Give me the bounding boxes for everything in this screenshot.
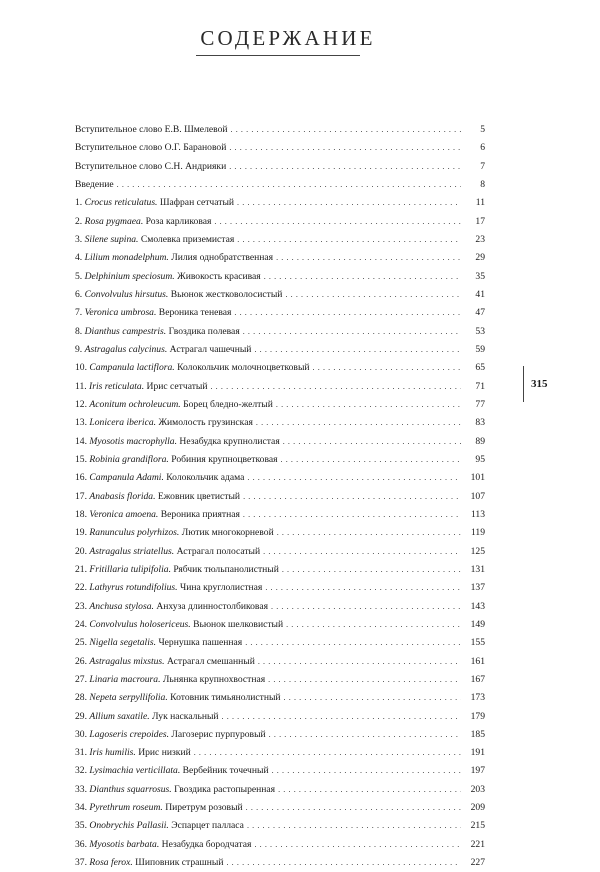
toc-entry-page: 53 — [475, 325, 485, 337]
toc-entry-page: 95 — [475, 453, 485, 465]
toc-entry-latin-name: Rosa pygmaea. — [84, 215, 144, 227]
toc-entry-title — [75, 506, 240, 524]
toc-entry — [75, 671, 485, 689]
toc-entry — [75, 689, 485, 707]
toc-entry-russian-name: Введение — [75, 178, 114, 190]
toc-entry-latin-name: Fritillaria tulipifolia. — [89, 563, 171, 575]
dot-leader — [237, 231, 461, 249]
toc-entry-latin-name: Myosotis barbata. — [89, 838, 160, 850]
toc-entry — [75, 451, 485, 469]
toc-entry-russian-name: Борец бледно-желтый — [183, 398, 273, 410]
toc-entry-number: 20. — [75, 545, 87, 557]
toc-entry — [75, 488, 485, 506]
toc-entry-page: 197 — [470, 765, 485, 777]
toc-entry-russian-name: Жимолость грузинская — [158, 417, 253, 429]
toc-entry-title — [75, 561, 279, 579]
title-underline — [196, 55, 360, 56]
toc-entry — [75, 433, 485, 451]
toc-entry-title — [75, 469, 244, 487]
toc-entry-number: 27. — [75, 673, 87, 685]
toc-entry-number: 32. — [75, 765, 87, 777]
toc-entry-russian-name: Лагозерис пурпуровый — [171, 728, 266, 740]
toc-entry-russian-name: Гвоздика полевая — [168, 325, 240, 337]
toc-entry-title — [75, 139, 226, 157]
toc-entry-latin-name: Delphinium speciosum. — [84, 270, 175, 282]
toc-entry — [75, 359, 485, 377]
toc-entry-title — [75, 249, 273, 267]
toc-entry — [75, 323, 485, 341]
toc-entry-latin-name: Lilium monadelphum. — [84, 252, 169, 264]
toc-entry-latin-name: Lathyrus rotundifolius. — [89, 582, 178, 594]
toc-entry-latin-name: Allium saxatile. — [89, 710, 150, 722]
dot-leader — [254, 341, 461, 359]
dot-leader — [271, 598, 461, 616]
toc-entry-title — [75, 781, 275, 799]
toc-entry-russian-name: Вступительное слово О.Г. Барановой — [75, 142, 227, 154]
toc-entry-number: 28. — [75, 692, 87, 704]
toc-entry-number: 1. — [75, 197, 83, 209]
toc-entry-number: 12. — [75, 398, 87, 410]
toc-entry-latin-name: Campanula Adami. — [89, 472, 164, 484]
toc-entry-number: 36. — [75, 838, 87, 850]
toc-entry-russian-name: Лук наскальный — [152, 710, 219, 722]
toc-entry-russian-name: Робиния крупноцветковая — [171, 453, 278, 465]
toc-entry-russian-name: Вербейник точечный — [182, 765, 269, 777]
toc-entry-russian-name: Льнянка крупнохвостная — [162, 673, 266, 685]
toc-entry-title — [75, 524, 274, 542]
dot-leader — [277, 524, 461, 542]
toc-entry-page: 125 — [470, 545, 485, 557]
toc-entry-number: 16. — [75, 472, 87, 484]
toc-entry — [75, 231, 485, 249]
toc-entry-title — [75, 634, 242, 652]
dot-leader — [284, 689, 461, 707]
toc-entry-latin-name: Campanula lactiflora. — [89, 362, 175, 374]
dot-leader — [281, 451, 461, 469]
toc-entry — [75, 139, 485, 157]
toc-entry-page: 23 — [475, 233, 485, 245]
toc-entry — [75, 799, 485, 817]
toc-entry-title — [75, 194, 234, 212]
toc-entry-latin-name: Myosotis macrophylla. — [89, 435, 177, 447]
dot-leader — [237, 194, 461, 212]
toc-entry-title — [75, 762, 269, 780]
toc-entry-russian-name: Колокольчик адама — [166, 472, 245, 484]
dot-leader — [229, 139, 461, 157]
toc-entry-russian-name: Астрагал чашечный — [169, 343, 252, 355]
toc-entry — [75, 616, 485, 634]
toc-entry-number: 17. — [75, 490, 87, 502]
toc-entry-title — [75, 671, 265, 689]
toc-entry-russian-name: Вероника теневая — [158, 307, 232, 319]
toc-entry-title — [75, 231, 234, 249]
dot-leader — [278, 781, 461, 799]
toc-entry-russian-name: Роза карликовая — [145, 215, 212, 227]
toc-entry — [75, 708, 485, 726]
toc-entry-number: 6. — [75, 288, 83, 300]
toc-entry-russian-name: Астрагал смешанный — [166, 655, 255, 667]
toc-entry-page: 155 — [470, 637, 485, 649]
dot-leader — [285, 286, 461, 304]
dot-leader — [313, 359, 461, 377]
toc-entry-title — [75, 799, 243, 817]
toc-entry — [75, 561, 485, 579]
toc-entry-russian-name: Шиповник страшный — [135, 857, 224, 869]
toc-entry — [75, 121, 485, 139]
toc-entry-page: 179 — [470, 710, 485, 722]
toc-entry-latin-name: Lonicera iberica. — [89, 417, 157, 429]
toc-entry-latin-name: Silene supina. — [84, 233, 139, 245]
toc-entry-latin-name: Veronica amoena. — [89, 508, 159, 520]
toc-entry-page: 143 — [470, 600, 485, 612]
toc-entry-page: 191 — [470, 747, 485, 759]
toc-entry-title — [75, 341, 251, 359]
page-number: 315 — [531, 378, 548, 390]
toc-entry-title — [75, 817, 244, 835]
toc-entry-russian-name: Смолевка приземистая — [140, 233, 235, 245]
toc-entry-latin-name: Rosa ferox. — [89, 857, 133, 869]
dot-leader — [117, 176, 461, 194]
dot-leader — [258, 653, 461, 671]
toc-entry-title — [75, 836, 251, 854]
toc-entry-title — [75, 268, 261, 286]
toc-entry — [75, 176, 485, 194]
toc-entry-russian-name: Вероника приятная — [160, 508, 240, 520]
toc-entry-latin-name: Nepeta serpyllifolia. — [89, 692, 168, 704]
dot-leader — [243, 506, 461, 524]
toc-entry-page: 41 — [475, 288, 485, 300]
dot-leader — [247, 817, 461, 835]
toc-entry-page: 185 — [470, 728, 485, 740]
dot-leader — [222, 708, 461, 726]
toc-entry-number: 15. — [75, 453, 87, 465]
toc-entry-number: 37. — [75, 857, 87, 869]
toc-entry-number: 25. — [75, 637, 87, 649]
toc-entry-title — [75, 158, 226, 176]
toc-entry-page: 131 — [470, 563, 485, 575]
toc-entry-latin-name: Astragalus mixstus. — [89, 655, 165, 667]
dot-leader — [247, 469, 461, 487]
toc-entry — [75, 543, 485, 561]
toc-entry-russian-name: Лилия однобратственная — [171, 252, 274, 264]
toc-entry-number: 11. — [75, 380, 87, 392]
toc-entry-russian-name: Котовник тимьянолистный — [170, 692, 281, 704]
toc-entry-number: 9. — [75, 343, 83, 355]
toc-entry-latin-name: Anchusa stylosa. — [89, 600, 154, 612]
toc-entry-page: 6 — [480, 142, 485, 154]
toc-entry-page: 203 — [470, 783, 485, 795]
toc-entry-latin-name: Onobrychis Pallasii. — [89, 820, 169, 832]
toc-entry-latin-name: Nigella segetalis. — [89, 637, 157, 649]
toc-entry-russian-name: Пиретрум розовый — [165, 802, 243, 814]
toc-entry-number: 33. — [75, 783, 87, 795]
toc-entry-page: 113 — [470, 508, 485, 520]
toc-entry — [75, 268, 485, 286]
toc-entry-title — [75, 213, 211, 231]
toc-entry — [75, 744, 485, 762]
toc-entry-title — [75, 359, 310, 377]
toc-entry-russian-name: Астрагал полосатый — [176, 545, 261, 557]
dot-leader — [243, 488, 461, 506]
toc-entry-page: 101 — [470, 472, 485, 484]
toc-entry-russian-name: Вступительное слово Е.В. Шмелевой — [75, 124, 228, 135]
toc-entry-number: 7. — [75, 307, 83, 319]
toc-entry-russian-name: Анхуза длинностолбиковая — [156, 600, 268, 612]
toc-entry-russian-name: Чина круглолистная — [179, 582, 263, 594]
toc-entry-number: 4. — [75, 252, 83, 264]
toc-entry-page: 7 — [480, 160, 485, 172]
toc-entry-page: 215 — [470, 820, 485, 832]
page-title: СОДЕРЖАНИЕ — [200, 26, 376, 50]
toc-entry-russian-name: Колокольчик молочноцветковый — [177, 362, 310, 374]
toc-entry-latin-name: Veronica umbrosa. — [84, 307, 157, 319]
toc-entry-title — [75, 414, 253, 432]
dot-leader — [269, 726, 461, 744]
toc-entry-number: 2. — [75, 215, 83, 227]
toc-entry-page: 29 — [475, 252, 485, 264]
toc-entry — [75, 341, 485, 359]
toc-entry-russian-name: Рябчик тюльпанолистный — [173, 563, 279, 575]
toc-entry — [75, 579, 485, 597]
toc-entry-number: 18. — [75, 508, 87, 520]
toc-entry-title — [75, 286, 282, 304]
toc-entry — [75, 286, 485, 304]
toc-entry — [75, 726, 485, 744]
dot-leader — [276, 396, 461, 414]
toc-entry-number: 21. — [75, 563, 87, 575]
toc-entry-title — [75, 854, 223, 872]
toc-entry-page: 59 — [475, 343, 485, 355]
toc-entry-latin-name: Crocus reticulatus. — [84, 197, 158, 209]
toc-entry-page: 11 — [475, 197, 485, 209]
toc-entry-latin-name: Dianthus campestris. — [84, 325, 167, 337]
toc-entry-title — [75, 323, 240, 341]
toc-entry-number: 30. — [75, 728, 87, 740]
dot-leader — [231, 121, 461, 139]
toc-entry-title — [75, 616, 283, 634]
toc-entry-title — [75, 543, 260, 561]
dot-leader — [264, 268, 461, 286]
toc-entry-title — [75, 726, 266, 744]
toc-entry-number: 34. — [75, 802, 87, 814]
toc-entry-number: 10. — [75, 362, 87, 374]
toc-entry — [75, 213, 485, 231]
toc-entry-page: 209 — [470, 802, 485, 814]
toc-entry — [75, 396, 485, 414]
dot-leader — [286, 616, 461, 634]
toc-entry-number: 22. — [75, 582, 87, 594]
dot-leader — [265, 579, 461, 597]
toc-entry — [75, 817, 485, 835]
toc-entry-page: 161 — [470, 655, 485, 667]
toc-entry-russian-name: Шафран сетчатый — [159, 197, 235, 209]
toc-entry — [75, 414, 485, 432]
toc-entry-page: 71 — [475, 380, 485, 392]
toc-entry-page: 83 — [475, 417, 485, 429]
toc-entry-russian-name: Лютик многокорневой — [181, 527, 274, 539]
page-number-rule — [523, 366, 524, 402]
dot-leader — [245, 634, 461, 652]
toc-entry — [75, 304, 485, 322]
toc-entry-russian-name: Незабудка бородчатая — [161, 838, 252, 850]
toc-entry-title — [75, 579, 262, 597]
toc-entry-title — [75, 176, 114, 194]
toc-entry — [75, 634, 485, 652]
toc-entry-russian-name: Ирис сетчатый — [146, 380, 208, 392]
toc-entry-title — [75, 708, 219, 726]
toc-entry-number: 13. — [75, 417, 87, 429]
toc-entry-latin-name: Iris reticulata. — [89, 380, 145, 392]
dot-leader — [268, 671, 461, 689]
toc-entry-latin-name: Anabasis florida. — [89, 490, 156, 502]
toc-entry-title — [75, 378, 207, 396]
toc-entry-latin-name: Lagoseris crepoides. — [89, 728, 169, 740]
dot-leader — [276, 249, 461, 267]
toc-entry-russian-name: Вьюнок шелковистый — [193, 618, 284, 630]
dot-leader — [256, 414, 461, 432]
dot-leader — [272, 762, 461, 780]
toc-entry-number: 3. — [75, 233, 83, 245]
toc-entry — [75, 249, 485, 267]
toc-entry-number: 26. — [75, 655, 87, 667]
dot-leader — [214, 213, 461, 231]
toc-entry-russian-name: Живокость красивая — [177, 270, 261, 282]
dot-leader — [243, 323, 461, 341]
toc-entry-latin-name: Linaria macroura. — [89, 673, 161, 685]
toc-entry-russian-name: Гвоздика растопыренная — [174, 783, 276, 795]
toc-entry-page: 17 — [475, 215, 485, 227]
toc-entry-page: 137 — [470, 582, 485, 594]
toc-entry-number: 23. — [75, 600, 87, 612]
toc-entry-number: 35. — [75, 820, 87, 832]
dot-leader — [246, 799, 461, 817]
toc-entry-russian-name: Эспарцет палласа — [171, 820, 244, 832]
toc-entry — [75, 836, 485, 854]
toc-entry-latin-name: Lysimachia verticillata. — [89, 765, 181, 777]
toc-entry-page: 77 — [475, 398, 485, 410]
toc-entry-title — [75, 451, 278, 469]
toc-entry-russian-name: Вьюнок жестковолосистый — [170, 288, 283, 300]
dot-leader — [229, 158, 461, 176]
toc-entry-title — [75, 304, 231, 322]
toc-entry — [75, 854, 485, 872]
toc-entry-title — [75, 653, 255, 671]
toc-entry — [75, 194, 485, 212]
toc-entry-latin-name: Ranunculus polyrhizos. — [89, 527, 180, 539]
toc-entry-page: 89 — [475, 435, 485, 447]
toc-entry-number: 24. — [75, 618, 87, 630]
table-of-contents — [75, 121, 485, 872]
toc-entry-latin-name: Astragalus striatellus. — [89, 545, 175, 557]
toc-entry-page: 119 — [470, 527, 485, 539]
toc-entry-title — [75, 598, 268, 616]
toc-entry-latin-name: Pyrethrum roseum. — [89, 802, 163, 814]
dot-leader — [254, 836, 461, 854]
toc-entry-latin-name: Convolvulus hirsutus. — [84, 288, 169, 300]
dot-leader — [283, 433, 461, 451]
toc-entry-title — [75, 433, 280, 451]
dot-leader — [226, 854, 461, 872]
toc-entry — [75, 378, 485, 396]
toc-entry-latin-name: Dianthus squarrosus. — [89, 783, 172, 795]
toc-entry-page: 227 — [470, 857, 485, 869]
toc-entry-title — [75, 488, 240, 506]
toc-entry-page: 5 — [480, 124, 485, 135]
toc-entry-latin-name: Astragalus calycinus. — [84, 343, 168, 355]
toc-entry-number: 29. — [75, 710, 87, 722]
toc-entry-page: 8 — [480, 178, 485, 190]
toc-entry-title — [75, 121, 228, 139]
toc-entry-number: 14. — [75, 435, 87, 447]
toc-entry-number: 8. — [75, 325, 83, 337]
toc-entry-page: 107 — [470, 490, 485, 502]
dot-leader — [263, 543, 461, 561]
toc-entry-page: 65 — [475, 362, 485, 374]
toc-entry-title — [75, 744, 191, 762]
toc-entry-russian-name: Вступительное слово С.Н. Андрияки — [75, 160, 227, 172]
toc-entry-page: 47 — [475, 307, 485, 319]
dot-leader — [234, 304, 461, 322]
toc-entry — [75, 762, 485, 780]
toc-entry-page: 35 — [475, 270, 485, 282]
toc-entry — [75, 653, 485, 671]
dot-leader — [194, 744, 461, 762]
toc-entry — [75, 158, 485, 176]
toc-entry-page: 167 — [470, 673, 485, 685]
toc-entry-page: 221 — [470, 838, 485, 850]
toc-entry — [75, 781, 485, 799]
toc-entry-latin-name: Robinia grandiflora. — [89, 453, 169, 465]
toc-entry-number: 19. — [75, 527, 87, 539]
toc-entry — [75, 469, 485, 487]
toc-entry-page: 149 — [470, 618, 485, 630]
toc-entry-russian-name: Ирис низкий — [138, 747, 191, 759]
toc-entry-latin-name: Iris humilis. — [89, 747, 136, 759]
toc-entry-russian-name: Чернушка пашенная — [158, 637, 243, 649]
toc-entry-title — [75, 396, 273, 414]
dot-leader — [282, 561, 461, 579]
toc-entry-latin-name: Aconitum ochroleucum. — [89, 398, 181, 410]
toc-entry-russian-name: Незабудка крупнолистая — [179, 435, 280, 447]
toc-entry — [75, 506, 485, 524]
toc-entry-title — [75, 689, 281, 707]
dot-leader — [210, 378, 461, 396]
toc-entry-number: 5. — [75, 270, 83, 282]
toc-entry-latin-name: Convolvulus holosericeus. — [89, 618, 191, 630]
toc-entry-number: 31. — [75, 747, 87, 759]
toc-entry-russian-name: Ежовник цветистый — [157, 490, 241, 502]
toc-entry-page: 173 — [470, 692, 485, 704]
toc-entry — [75, 524, 485, 542]
toc-entry — [75, 598, 485, 616]
